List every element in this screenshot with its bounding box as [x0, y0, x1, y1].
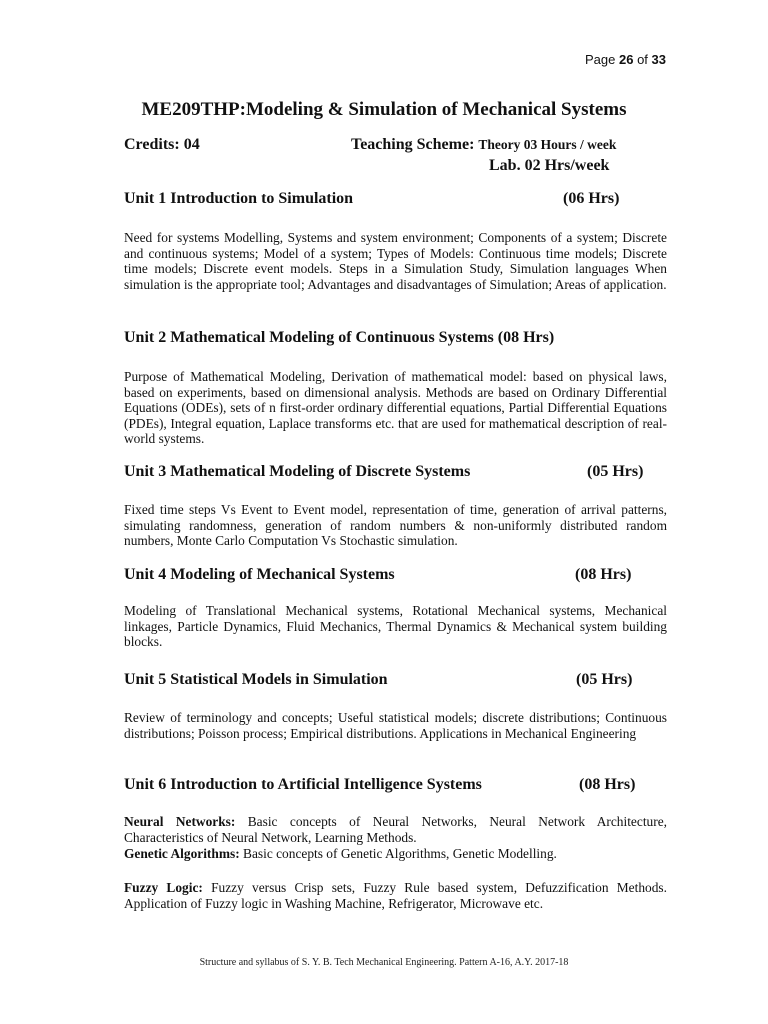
page-total: 33	[651, 52, 666, 67]
unit-4-content: Modeling of Translational Mechanical systems, Rotational Mechanical systems, Mechanical linkages, Particle Dynamics, Fluid Mechanics, Thermal Dynamics & Mechanical system building blocks.	[124, 603, 667, 650]
unit-6-fuzzy-logic	[124, 880, 667, 911]
unit-3-content: Fixed time steps Vs Event to Event model, representation of time, generation of arrival patterns, simulating randomness, generation of random numbers & non-uniformly distributed random numbers, Monte Carlo Computation Vs Stochastic simulation.	[124, 502, 667, 549]
page-of: of	[637, 52, 648, 67]
unit-2-heading	[124, 329, 684, 347]
page-number	[585, 52, 666, 67]
teaching-scheme-lab: Lab. 02 Hrs/week	[489, 157, 610, 174]
fuzzy-logic-label: Fuzzy Logic:	[124, 880, 203, 895]
unit-6-neural-networks	[124, 814, 667, 845]
unit-5-content: Review of terminology and concepts; Useful statistical models; discrete distributions; Continuous distributions; Poisson process; Empirical distributions. Applications in Mechanical Engineering	[124, 710, 667, 741]
unit-4-title: Unit 4 Modeling of Mechanical Systems	[124, 566, 395, 583]
course-title: ME209THP:Modeling & Simulation of Mechanical Systems	[141, 99, 627, 120]
teaching-scheme	[351, 136, 616, 154]
unit-5-heading	[124, 671, 644, 689]
unit-1-content: Need for systems Modelling, Systems and system environment; Components of a system; Discrete and continuous systems; Model of a system; Types of Models: Continuous time models; Discrete time models; Discrete event models. Steps in a Simulation Study, Simulation languages When simulation is the appropriate tool; Advantages and disadvantages of Simulation; Areas of application.	[124, 230, 667, 292]
unit-5-title: Unit 5 Statistical Models in Simulation	[124, 671, 388, 688]
credits: Credits: 04	[124, 136, 200, 153]
unit-5-hours: (05 Hrs)	[576, 671, 633, 688]
page-footer: Structure and syllabus of S. Y. B. Tech Mechanical Engineering. Pattern A-16, A.Y. 2017-18	[199, 957, 569, 968]
unit-1-title: Unit 1 Introduction to Simulation	[124, 190, 354, 207]
unit-2-content: Purpose of Mathematical Modeling, Derivation of mathematical model: based on physical laws, based on experiments, based on dimensional analysis. Methods are based on Ordinary Differential Equations (ODEs), sets of n first-order ordinary differential equations, Partial Differential Equations (PDEs), Integral equation, Laplace transforms etc. that are used for mathematical description of real-world systems.	[124, 369, 667, 447]
unit-2-title: Unit 2 Mathematical Modeling of Continuous Systems (08 Hrs)	[124, 329, 555, 346]
unit-6-heading	[124, 776, 644, 794]
unit-3-title: Unit 3 Mathematical Modeling of Discrete Systems	[124, 463, 471, 480]
unit-6-genetic-algorithms	[124, 846, 667, 862]
unit-1-heading	[124, 190, 644, 208]
unit-4-heading	[124, 566, 644, 584]
neural-networks-label: Neural Networks:	[124, 814, 236, 829]
page-current: 26	[618, 52, 634, 67]
genetic-algorithms-label: Genetic Algorithms:	[124, 846, 240, 861]
unit-1-hours: (06 Hrs)	[563, 190, 620, 207]
unit-4-hours: (08 Hrs)	[575, 566, 632, 583]
unit-3-heading	[124, 463, 644, 481]
teaching-scheme-theory: Theory 03 Hours / week	[478, 137, 617, 152]
unit-6-hours: (08 Hrs)	[579, 776, 636, 793]
neural-networks-text: Basic concepts of Neural Networks, Neural Network Architecture, Characteristics of Neural Network, Learning Methods.	[124, 814, 667, 845]
teaching-scheme-label: Teaching Scheme:	[351, 136, 475, 153]
unit-3-hours: (05 Hrs)	[587, 463, 644, 480]
fuzzy-logic-text: Fuzzy versus Crisp sets, Fuzzy Rule based system, Defuzzification Methods. Application of Fuzzy logic in Washing Machine, Refrigerator, Microwave etc.	[124, 880, 667, 911]
unit-6-title: Unit 6 Introduction to Artificial Intelligence Systems	[124, 776, 482, 793]
genetic-algorithms-text: Basic concepts of Genetic Algorithms, Genetic Modelling.	[239, 846, 557, 861]
page-label: Page	[584, 52, 616, 67]
